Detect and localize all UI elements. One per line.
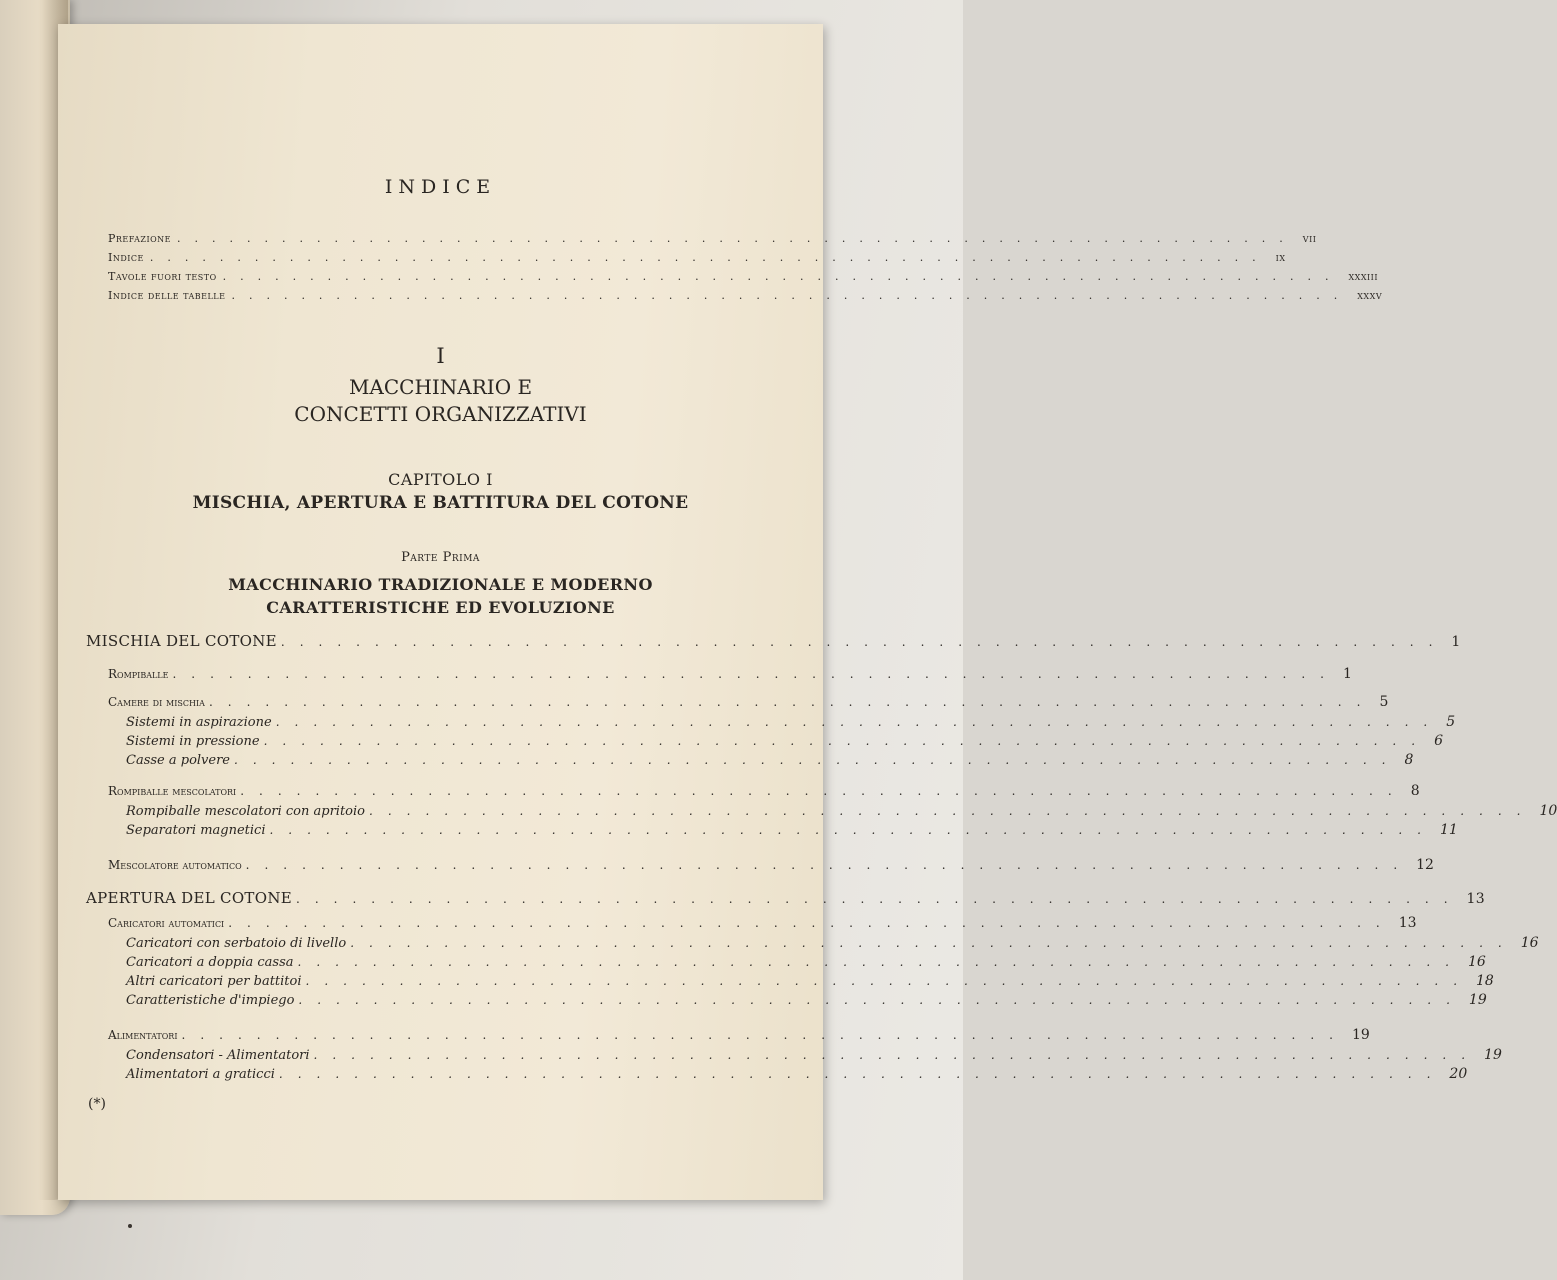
leader-dots: ..............................................................	[280, 635, 1448, 649]
toc-entry	[86, 803, 1557, 822]
leader-dots: ................................................................	[231, 289, 1352, 302]
toc-page: 5	[1446, 714, 1456, 730]
toc-entry	[86, 714, 1456, 733]
toc-entry	[86, 1047, 1502, 1066]
front-matter-item	[108, 270, 1379, 289]
toc-entry	[86, 783, 1420, 803]
toc-page: 13	[1398, 915, 1417, 931]
leader-dots: ..............................................................	[350, 936, 1517, 950]
toc-page: 11	[1439, 822, 1458, 838]
toc-label: Sistemi in pressione	[126, 734, 260, 749]
leader-dots: ................................................................	[177, 232, 1297, 245]
leader-dots: ..............................................................	[208, 695, 1376, 709]
leader-dots: ..............................................................	[369, 804, 1536, 818]
toc-label: APERTURA DEL COTONE	[86, 889, 293, 907]
chapter-label: CAPITOLO I	[388, 470, 493, 489]
leader-dots: ..............................................................	[298, 993, 1465, 1007]
leader-dots: ..............................................................	[305, 974, 1473, 988]
toc-label: Caratteristiche d'impiego	[126, 993, 295, 1008]
front-matter-item	[108, 289, 1383, 308]
part-number: I	[436, 344, 445, 368]
toc-page: 19	[1468, 992, 1487, 1008]
index-heading: INDICE	[384, 176, 497, 198]
front-matter-item	[108, 232, 1317, 251]
toc-page: 16	[1468, 954, 1486, 970]
leader-dots: ..............................................................	[228, 916, 1395, 930]
toc-page: 8	[1404, 752, 1414, 768]
toc-entry	[86, 857, 1434, 877]
front-matter-label: Indice delle tabelle	[108, 289, 226, 302]
toc-page: 1	[1451, 634, 1461, 650]
leader-dots: ..............................................................	[263, 734, 1431, 748]
part-title-line2: CONCETTI ORGANIZZATIVI	[294, 402, 587, 426]
toc-label: Camere di mischia	[108, 695, 205, 709]
leader-dots: ..............................................................	[234, 753, 1401, 767]
spacer	[86, 771, 726, 783]
section-title-line2: CARATTERISTICHE ED EVOLUZIONE	[266, 598, 615, 617]
section-title-line1: MACCHINARIO TRADIZIONALE E MODERNO	[228, 575, 653, 594]
toc-page: 18	[1476, 973, 1494, 989]
spacer	[86, 1011, 726, 1027]
spacer	[86, 658, 726, 666]
table-of-contents	[86, 632, 1557, 1085]
leader-dots: ..............................................................	[172, 667, 1339, 681]
front-matter-page: vii	[1302, 232, 1317, 245]
toc-entry	[86, 822, 1458, 841]
section-title	[58, 573, 823, 619]
toc-label: Casse a polvere	[126, 753, 230, 768]
front-matter-page: xxxv	[1357, 289, 1383, 302]
toc-entry	[86, 752, 1414, 771]
front-matter-list	[108, 232, 1383, 308]
toc-page: 20	[1449, 1066, 1468, 1082]
leader-dots: ..............................................................	[269, 823, 1436, 837]
toc-page: 19	[1484, 1047, 1502, 1063]
leader-dots: ..............................................................	[181, 1028, 1348, 1042]
front-matter-label: Indice	[108, 251, 144, 264]
section-label: Parte Prima	[401, 550, 480, 565]
toc-entry	[86, 915, 1417, 935]
spacer	[86, 841, 726, 857]
leader-dots: ................................................................	[149, 251, 1270, 264]
front-matter-label: Tavole fuori testo	[108, 270, 217, 283]
book-page	[58, 24, 1557, 1200]
chapter-title: MISCHIA, APERTURA E BATTITURA DEL COTONE	[192, 493, 689, 513]
toc-entry	[86, 935, 1539, 954]
toc-entry	[86, 1066, 1468, 1085]
leader-dots: ..............................................................	[297, 955, 1464, 969]
front-matter-page: ix	[1275, 251, 1286, 264]
toc-label: Caricatori con serbatoio di livello	[126, 936, 347, 951]
toc-entry	[86, 954, 1486, 973]
toc-page: 1	[1342, 666, 1352, 682]
dust-speck	[128, 1224, 132, 1228]
toc-label: Rompiballe mescolatori	[108, 784, 237, 798]
toc-label: Altri caricatori per battitoi	[126, 974, 302, 989]
front-matter-label: Prefazione	[108, 232, 172, 245]
toc-label: Condensatori - Alimentatori	[126, 1048, 310, 1063]
toc-entry	[86, 666, 1352, 686]
leader-dots: ..............................................................	[240, 784, 1407, 798]
toc-label: Rompiballe	[108, 667, 169, 681]
leader-dots: ..............................................................	[278, 1067, 1446, 1081]
spacer	[86, 686, 726, 694]
toc-page: 8	[1410, 783, 1420, 799]
toc-label: Mescolatore automatico	[108, 858, 242, 872]
part-title	[58, 374, 823, 428]
toc-label: Alimentatori a graticci	[126, 1067, 275, 1082]
toc-page: 13	[1466, 891, 1485, 907]
toc-label: Sistemi in aspirazione	[126, 715, 272, 730]
toc-entry	[86, 694, 1389, 714]
toc-entry	[86, 889, 1485, 915]
toc-page: 6	[1434, 733, 1443, 749]
leader-dots: ..............................................................	[275, 715, 1443, 729]
toc-entry	[86, 992, 1487, 1011]
toc-label: MISCHIA DEL COTONE	[86, 632, 277, 650]
toc-entry	[86, 1027, 1370, 1047]
toc-page: 5	[1379, 694, 1389, 710]
toc-entry	[86, 632, 1461, 658]
toc-entry	[86, 973, 1494, 992]
toc-page: 16	[1520, 935, 1539, 951]
leader-dots: ..............................................................	[296, 892, 1463, 906]
toc-label: Alimentatori	[108, 1028, 178, 1042]
footnote-mark: (*)	[88, 1096, 106, 1112]
front-matter-item	[108, 251, 1286, 270]
front-matter-page: xxxiii	[1348, 270, 1379, 283]
spacer	[86, 877, 726, 889]
toc-page: 12	[1416, 857, 1434, 873]
toc-entry	[86, 733, 1443, 752]
toc-label: Separatori magnetici	[126, 823, 266, 838]
leader-dots: ................................................................	[222, 270, 1343, 283]
toc-page: 10	[1539, 803, 1557, 819]
toc-page: 19	[1352, 1027, 1370, 1043]
leader-dots: ..............................................................	[313, 1048, 1481, 1062]
leader-dots: ..............................................................	[245, 858, 1413, 872]
toc-label: Rompiballe mescolatori con apritoio	[126, 804, 365, 819]
toc-label: Caricatori automatici	[108, 916, 225, 930]
part-title-line1: MACCHINARIO E	[348, 375, 533, 399]
toc-label: Caricatori a doppia cassa	[126, 955, 294, 970]
